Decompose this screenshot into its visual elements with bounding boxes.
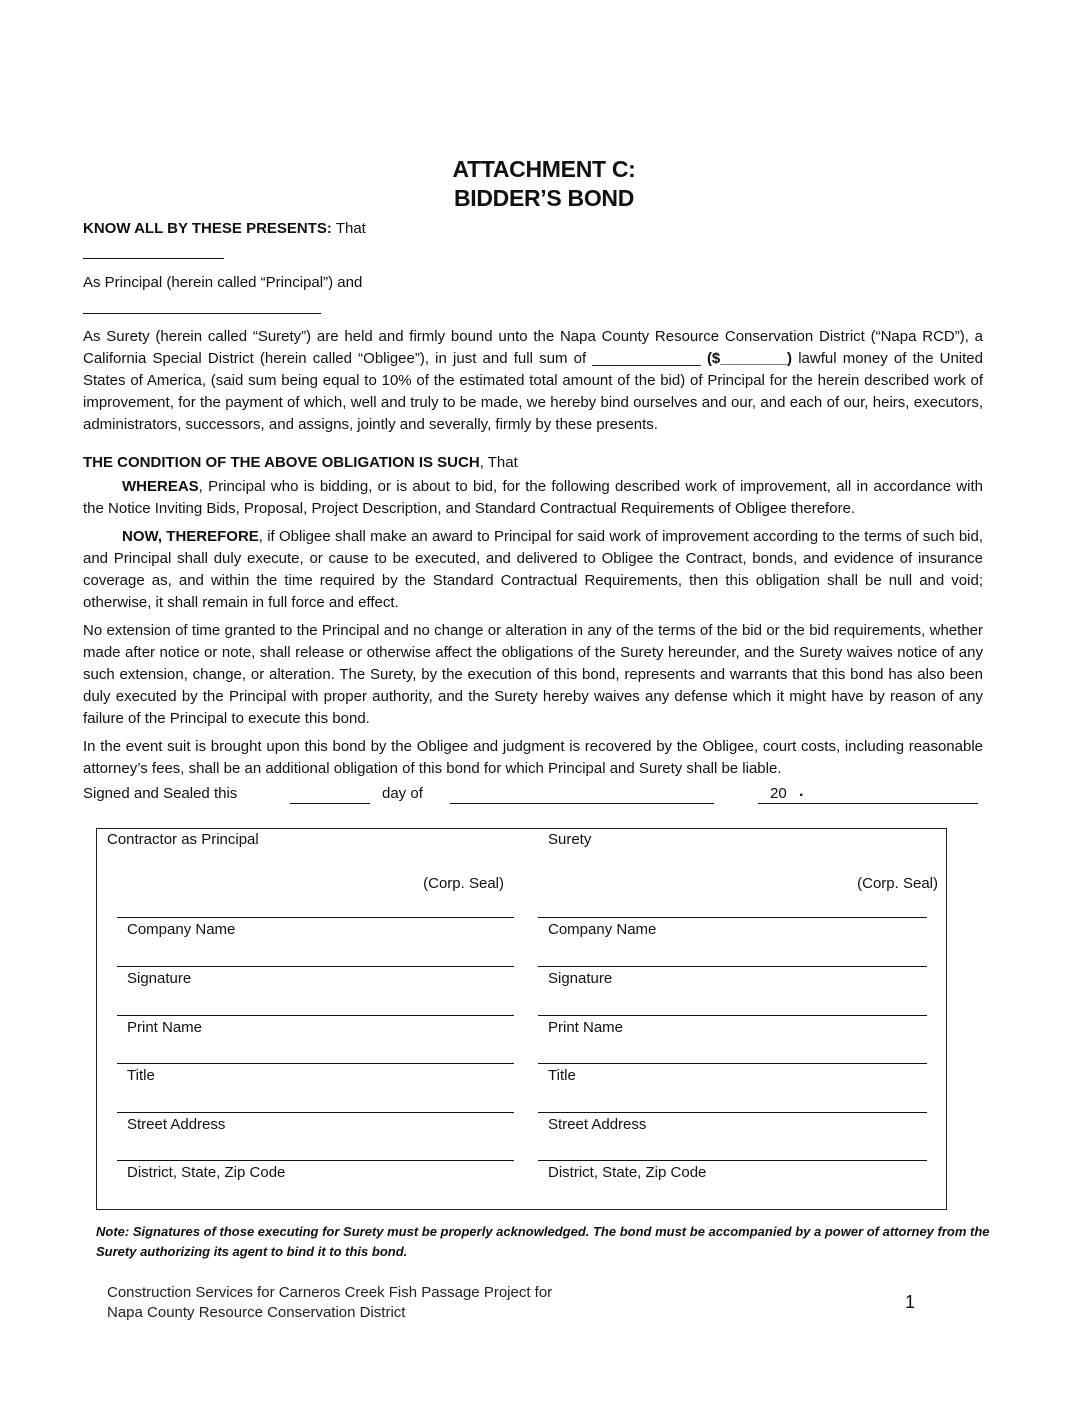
principal-printname-line[interactable] (117, 1015, 514, 1016)
now-therefore-text: , if Obligee shall make an award to Principal for said work of improvement according to the terms of such bid, and Principal shall duly execute, or cause to be executed, and delivered to Obligee the Contract, bonds, and evidence of insurance coverage as, and within the time required by the Standard Contractual Requirements, then this obligation shall be null and void; otherwise, it shall remain in full force and effect. (83, 528, 983, 611)
principal-company-label: Company Name (127, 921, 236, 938)
principal-company-line[interactable] (117, 917, 514, 918)
footer-line-1: Construction Services for Carneros Creek Fish Passage Project for (107, 1284, 553, 1301)
condition-heading (83, 452, 983, 474)
surety-printname-label: Print Name (548, 1019, 624, 1036)
surety-company-line[interactable] (538, 917, 927, 918)
signed-label: Signed and Sealed this (83, 785, 238, 802)
title-line-2: BIDDER’S BOND (453, 185, 635, 211)
principal-corp-seal: (Corp. Seal) (423, 875, 504, 892)
principal-signature-line[interactable] (117, 966, 514, 967)
principal-signature-label: Signature (127, 970, 192, 987)
surety-text-a: As Surety (herein called “Surety”) are held and firmly bound unto the Napa County Resource Conservation District (“Napa RCD”), a California Special District (herein called “Obligee”), in just and full sum of _____________ (83, 328, 983, 367)
surety-title-line[interactable] (538, 1063, 927, 1064)
principal-title-line[interactable] (117, 1063, 514, 1064)
principal-name-line[interactable] (83, 258, 224, 259)
surety-paragraph (83, 326, 983, 436)
day-line[interactable] (290, 803, 370, 804)
condition-rest: , That (479, 454, 518, 471)
surety-signature-label: Signature (548, 970, 613, 987)
surety-title-label: Title (548, 1067, 576, 1084)
year-line[interactable] (758, 803, 978, 804)
principal-title-label: Title (127, 1067, 155, 1084)
title-line-1: ATTACHMENT C: (452, 156, 636, 182)
whereas-bold: WHEREAS (122, 478, 199, 495)
signature-note: Note: Signatures of those executing for Surety must be properly acknowledged. The bond must be accompanied by a power of attorney from the Surety authorizing its agent to bind it to this bond. (96, 1224, 990, 1259)
know-all-line (83, 220, 366, 237)
surety-name-line[interactable] (83, 313, 321, 314)
day-of-label: day of (382, 785, 423, 802)
surety-text-b: lawful money of the United States of America, (said sum being equal to 10% of the estimated total amount of the bid) of Principal for the herein described work of improvement, for the payment of which, well and truly to be made, we hereby bind ourselves and our, and each of our, heirs, executors, administrators, successors, and assigns, jointly and severally, firmly by these presents. (83, 350, 983, 433)
surety-address-label: Street Address (548, 1116, 647, 1133)
principal-district-line[interactable] (117, 1160, 514, 1161)
surety-corp-seal: (Corp. Seal) (857, 875, 938, 892)
principal-address-label: Street Address (127, 1116, 226, 1133)
page-number: 1 (905, 1292, 916, 1312)
now-therefore-paragraph (83, 526, 983, 614)
amount-field: ($________) (706, 350, 793, 367)
now-therefore-bold: NOW, THEREFORE (122, 528, 259, 545)
surety-company-label: Company Name (548, 921, 657, 938)
footer-line-2: Napa County Resource Conservation District (107, 1304, 406, 1321)
suit-paragraph: In the event suit is brought upon this bond by the Obligee and judgment is recovered by the Obligee, court costs, including reasonable attorney’s fees, shall be an additional obligation of this bond for which Principal and Surety shall be liable. (83, 738, 983, 777)
surety-address-line[interactable] (538, 1112, 927, 1113)
surety-district-line[interactable] (538, 1160, 927, 1161)
surety-district-label: District, State, Zip Code (548, 1164, 707, 1181)
surety-signature-line[interactable] (538, 966, 927, 967)
year-period: . (799, 783, 804, 800)
principal-district-label: District, State, Zip Code (127, 1164, 286, 1181)
principal-printname-label: Print Name (127, 1019, 203, 1036)
know-all-rest: That (331, 220, 366, 237)
extension-paragraph: No extension of time granted to the Principal and no change or alteration in any of the terms of the bid or the bid requirements, whether made after notice or note, shall release or otherwise affect the obligations of the Surety hereunder, and the Surety waives notice of any such extension, change, or alteration. The Surety, by the execution of this bond, represents and warrants that this bond has also been duly executed by the Principal with proper authority, and the Surety hereby waives any defense which it might have by reason of any failure of the Principal to execute this bond. (83, 622, 983, 727)
principal-line: As Principal (herein called “Principal”) and (83, 274, 363, 291)
surety-header: Surety (548, 831, 592, 848)
surety-printname-line[interactable] (538, 1015, 927, 1016)
month-line[interactable] (450, 803, 714, 804)
whereas-text: , Principal who is bidding, or is about to bid, for the following described work of improvement, all in accordance with the Notice Inviting Bids, Proposal, Project Description, and Standard Contractual Requirements of Obligee therefore. (83, 478, 983, 517)
principal-header: Contractor as Principal (107, 831, 259, 848)
know-all-bold: KNOW ALL BY THESE PRESENTS: (83, 220, 332, 237)
year-prefix: 20 (770, 785, 787, 802)
condition-bold: THE CONDITION OF THE ABOVE OBLIGATION IS SUCH (83, 454, 480, 471)
whereas-paragraph (83, 476, 983, 520)
principal-address-line[interactable] (117, 1112, 514, 1113)
